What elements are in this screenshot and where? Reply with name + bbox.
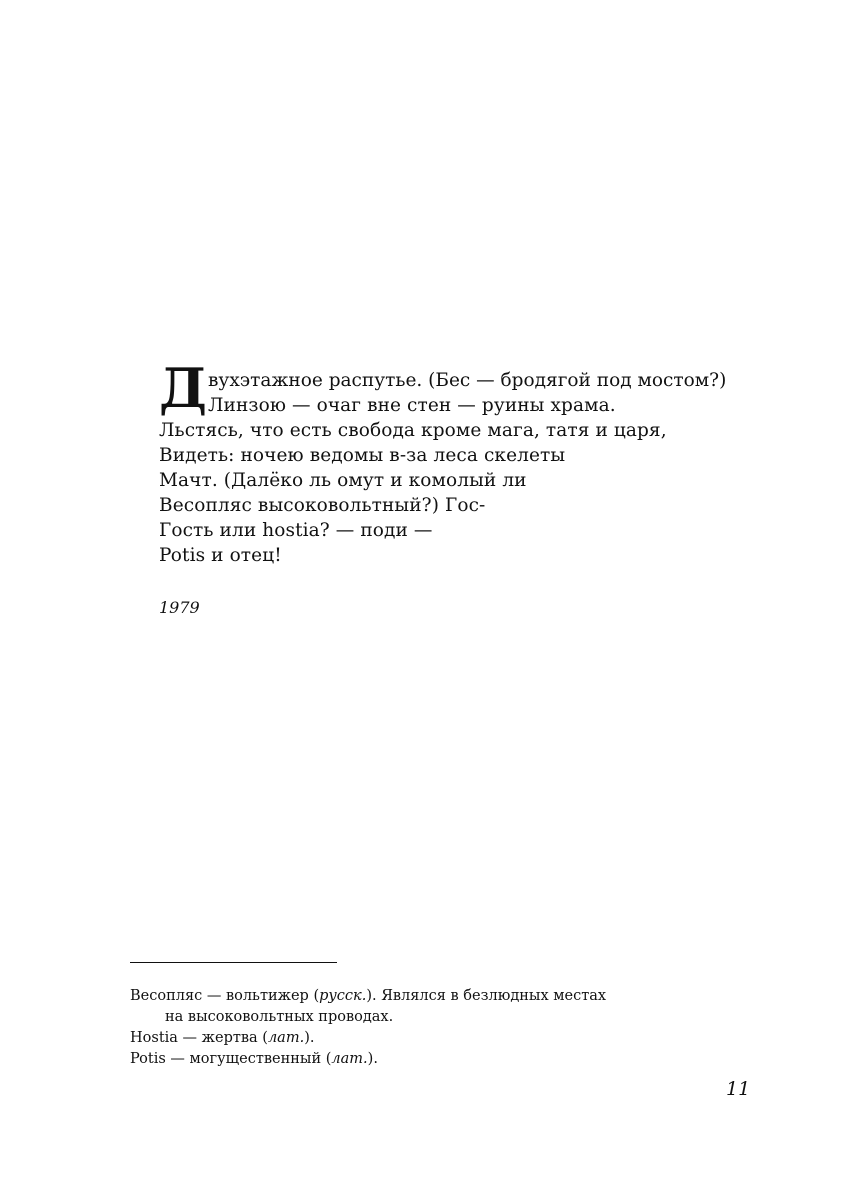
footnote-divider — [130, 962, 337, 963]
poem-line-6: Весопляс высоковольтный?) Гос- — [159, 495, 486, 516]
footnote-vesoplyas — [130, 986, 770, 1007]
poem-line-5: Мачт. (Далёко ль омут и комолый ли — [159, 470, 527, 491]
poem-line-7: Гость или hostia? — поди — — [159, 520, 433, 541]
poem-line-4: Видеть: ночею ведомы в-за леса скелеты — [159, 445, 566, 466]
footnote-lang: лат. — [267, 1030, 305, 1046]
footnote-lang: лат. — [331, 1051, 368, 1067]
drop-cap: Д — [159, 356, 208, 420]
footnote-text: ). — [367, 1051, 378, 1067]
poem-line-3: Льстясь, что есть свобода кроме мага, татя и царя, — [159, 420, 667, 441]
footnote-text: ). Являлся в безлюдных местах — [366, 988, 607, 1004]
footnote-text: Potis — могущественный ( — [130, 1051, 332, 1067]
poem-year: 1979 — [159, 598, 200, 617]
footnote-text: ). — [304, 1030, 315, 1046]
footnote-vesoplyas-continued: на высоковольтных проводах. — [165, 1009, 394, 1025]
poem-line-2: Линзою — очаг вне стен — руины храма. — [208, 395, 616, 416]
footnote-hostia — [130, 1028, 770, 1049]
footnote-potis — [130, 1049, 770, 1070]
page-number: 11 — [726, 1078, 751, 1100]
poem-line-8: Potis и отец! — [159, 545, 282, 566]
poem-line-1-text: вухэтажное распутье. (Бес — бродягой под мостом?) — [208, 370, 727, 391]
footnotes — [130, 986, 770, 1070]
poem-stanza — [159, 356, 799, 568]
footnote-text: Hostia — жертва ( — [130, 1030, 268, 1046]
footnote-text: Весопляс — вольтижер ( — [130, 988, 320, 1004]
footnote-lang: русск. — [319, 988, 367, 1004]
